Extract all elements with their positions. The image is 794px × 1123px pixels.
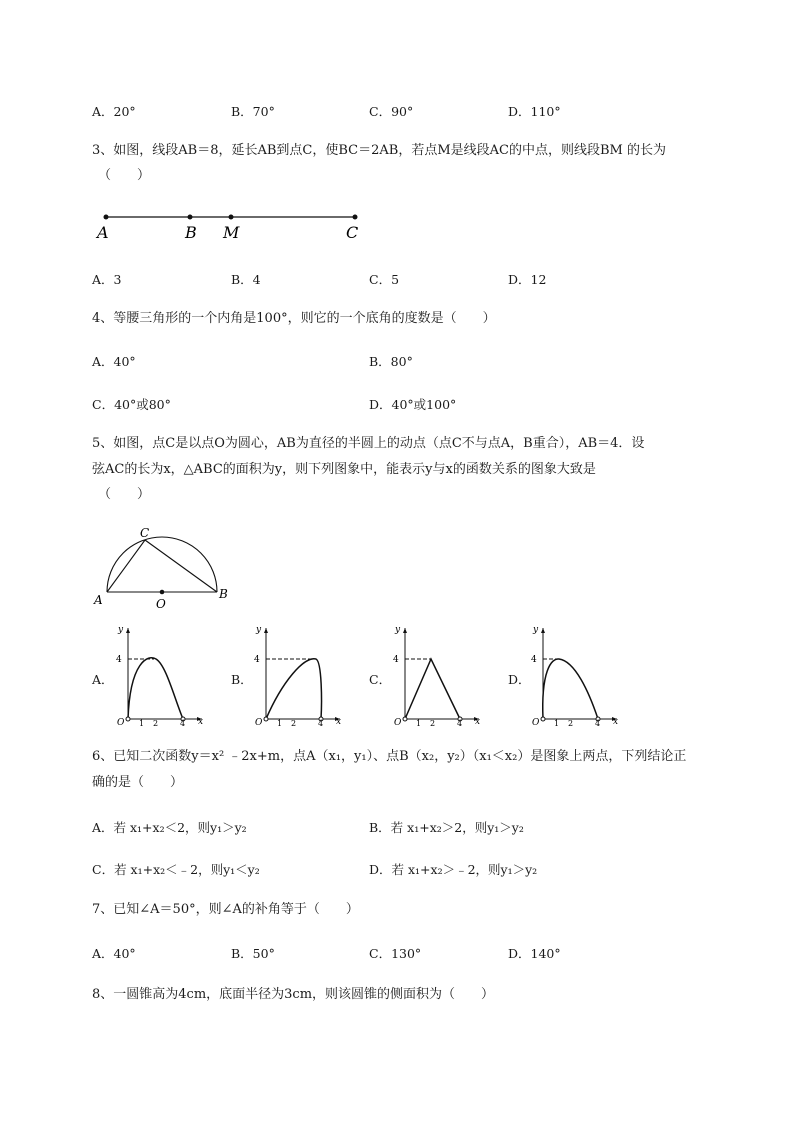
x-axis-label: x <box>613 717 619 727</box>
q3-text-line1: 3、如图，线段AB＝8，延长AB到点C，使BC＝2AB，若点M是线段AC的中点，则线段BM 的长为 <box>92 143 666 158</box>
x-tick-4: 4 <box>457 719 463 727</box>
x-tick-4: 4 <box>318 719 324 727</box>
point-b <box>188 215 193 220</box>
y-axis-label: y <box>118 625 124 635</box>
q5-semicircle-figure <box>92 522 242 612</box>
label-a: A <box>97 223 109 242</box>
x-tick-2: 2 <box>568 719 574 727</box>
y-axis-label: y <box>395 625 401 635</box>
label-c: C <box>140 526 150 540</box>
q6-option-c: C．若 x₁+x₂＜﹣2，则y₁＜y₂ <box>92 862 260 877</box>
q5-option-d: D． <box>508 672 531 687</box>
chord-ac <box>107 540 145 592</box>
x-tick-1: 1 <box>277 719 283 727</box>
origin-label: O <box>394 718 402 727</box>
semicircle-arc <box>107 537 217 592</box>
q3-option-a: A．3 <box>92 272 122 287</box>
q3-option-c: C．5 <box>369 272 400 287</box>
origin-label: O <box>255 718 263 727</box>
q7-text: 7、已知∠A＝50°，则∠A的补角等于（ ） <box>92 902 359 917</box>
curve <box>128 658 183 719</box>
origin-label: O <box>117 718 125 727</box>
x-axis-label: x <box>336 717 342 727</box>
label-b: B <box>185 223 197 242</box>
y-axis-label: y <box>256 625 262 635</box>
q3-option-b: B．4 <box>231 272 261 287</box>
q2-option-b: B．70° <box>231 104 275 119</box>
x-tick-1: 1 <box>554 719 560 727</box>
q4-option-c: C．40°或80° <box>92 397 171 412</box>
q7-option-d: D．140° <box>508 946 561 961</box>
y-axis-label: y <box>533 625 539 635</box>
q3-text-line2: （ ） <box>98 168 151 183</box>
q6-option-a: A．若 x₁+x₂＜2，则y₁＞y₂ <box>92 820 247 835</box>
q3-segment-figure <box>92 205 372 245</box>
y-tick-4: 4 <box>393 655 399 665</box>
q4-option-d: D．40°或100° <box>369 397 457 412</box>
q2-option-a: A．20° <box>92 104 136 119</box>
q2-option-d: D．110° <box>508 104 561 119</box>
q5-graph-a <box>112 622 212 727</box>
y-tick-4: 4 <box>254 655 260 665</box>
point-m <box>229 215 234 220</box>
label-c: C <box>346 223 359 242</box>
q6-option-d: D．若 x₁+x₂＞﹣2，则y₁＞y₂ <box>369 862 538 877</box>
x-tick-2: 2 <box>153 719 159 727</box>
q5-graph-d <box>527 622 627 727</box>
x-tick-4: 4 <box>595 719 601 727</box>
q2-option-c: C．90° <box>369 104 414 119</box>
x-tick-2: 2 <box>291 719 297 727</box>
point-c <box>353 215 358 220</box>
q6-option-b: B．若 x₁+x₂＞2，则y₁＞y₂ <box>369 820 524 835</box>
x-axis-label: x <box>198 717 204 727</box>
q8-text: 8、一圆锥高为4cm，底面半径为3cm，则该圆锥的侧面积为（ ） <box>92 987 495 1002</box>
chord-cb <box>145 540 217 592</box>
q5-option-b: B． <box>231 672 253 687</box>
x-tick-2: 2 <box>430 719 436 727</box>
q5-graph-c <box>389 622 489 727</box>
x-tick-1: 1 <box>416 719 422 727</box>
q5-text-line1: 5、如图，点C是以点O为圆心，AB为直径的半圆上的动点（点C不与点A，B重合），AB＝4．设 <box>92 436 645 451</box>
q3-option-d: D．12 <box>508 272 547 287</box>
q7-option-b: B．50° <box>231 946 275 961</box>
q5-graph-b <box>250 622 350 727</box>
q7-option-a: A．40° <box>92 946 136 961</box>
y-tick-4: 4 <box>116 655 122 665</box>
q7-option-c: C．130° <box>369 946 422 961</box>
label-a: A <box>94 593 103 607</box>
label-o: O <box>156 597 166 611</box>
q5-option-c: C． <box>369 672 392 687</box>
q4-option-b: B．80° <box>369 354 413 369</box>
origin-label: O <box>532 718 540 727</box>
q5-option-a: A． <box>92 672 114 687</box>
x-tick-4: 4 <box>180 719 186 727</box>
curve <box>543 659 598 719</box>
label-m: M <box>223 223 240 242</box>
label-b: B <box>219 587 228 601</box>
curve <box>266 659 321 719</box>
q4-text: 4、等腰三角形的一个内角是100°，则它的一个底角的度数是（ ） <box>92 311 496 326</box>
q5-text-line3: （ ） <box>98 487 151 502</box>
point-a <box>104 215 109 220</box>
center-o <box>160 590 165 595</box>
q6-text-line1: 6、已知二次函数y＝x² ﹣2x+m，点A（x₁，y₁）、点B（x₂，y₂）（x₁＜x₂）是图象上两点，下列结论正 <box>92 749 687 764</box>
curve <box>405 659 460 719</box>
q5-text-line2: 弦AC的长为x，△ABC的面积为y，则下列图象中，能表示y与x的函数关系的图象大致是 <box>92 462 596 477</box>
y-tick-4: 4 <box>531 655 537 665</box>
x-axis-label: x <box>475 717 481 727</box>
x-tick-1: 1 <box>139 719 145 727</box>
q4-option-a: A．40° <box>92 354 136 369</box>
q6-text-line2: 确的是（ ） <box>92 775 184 790</box>
